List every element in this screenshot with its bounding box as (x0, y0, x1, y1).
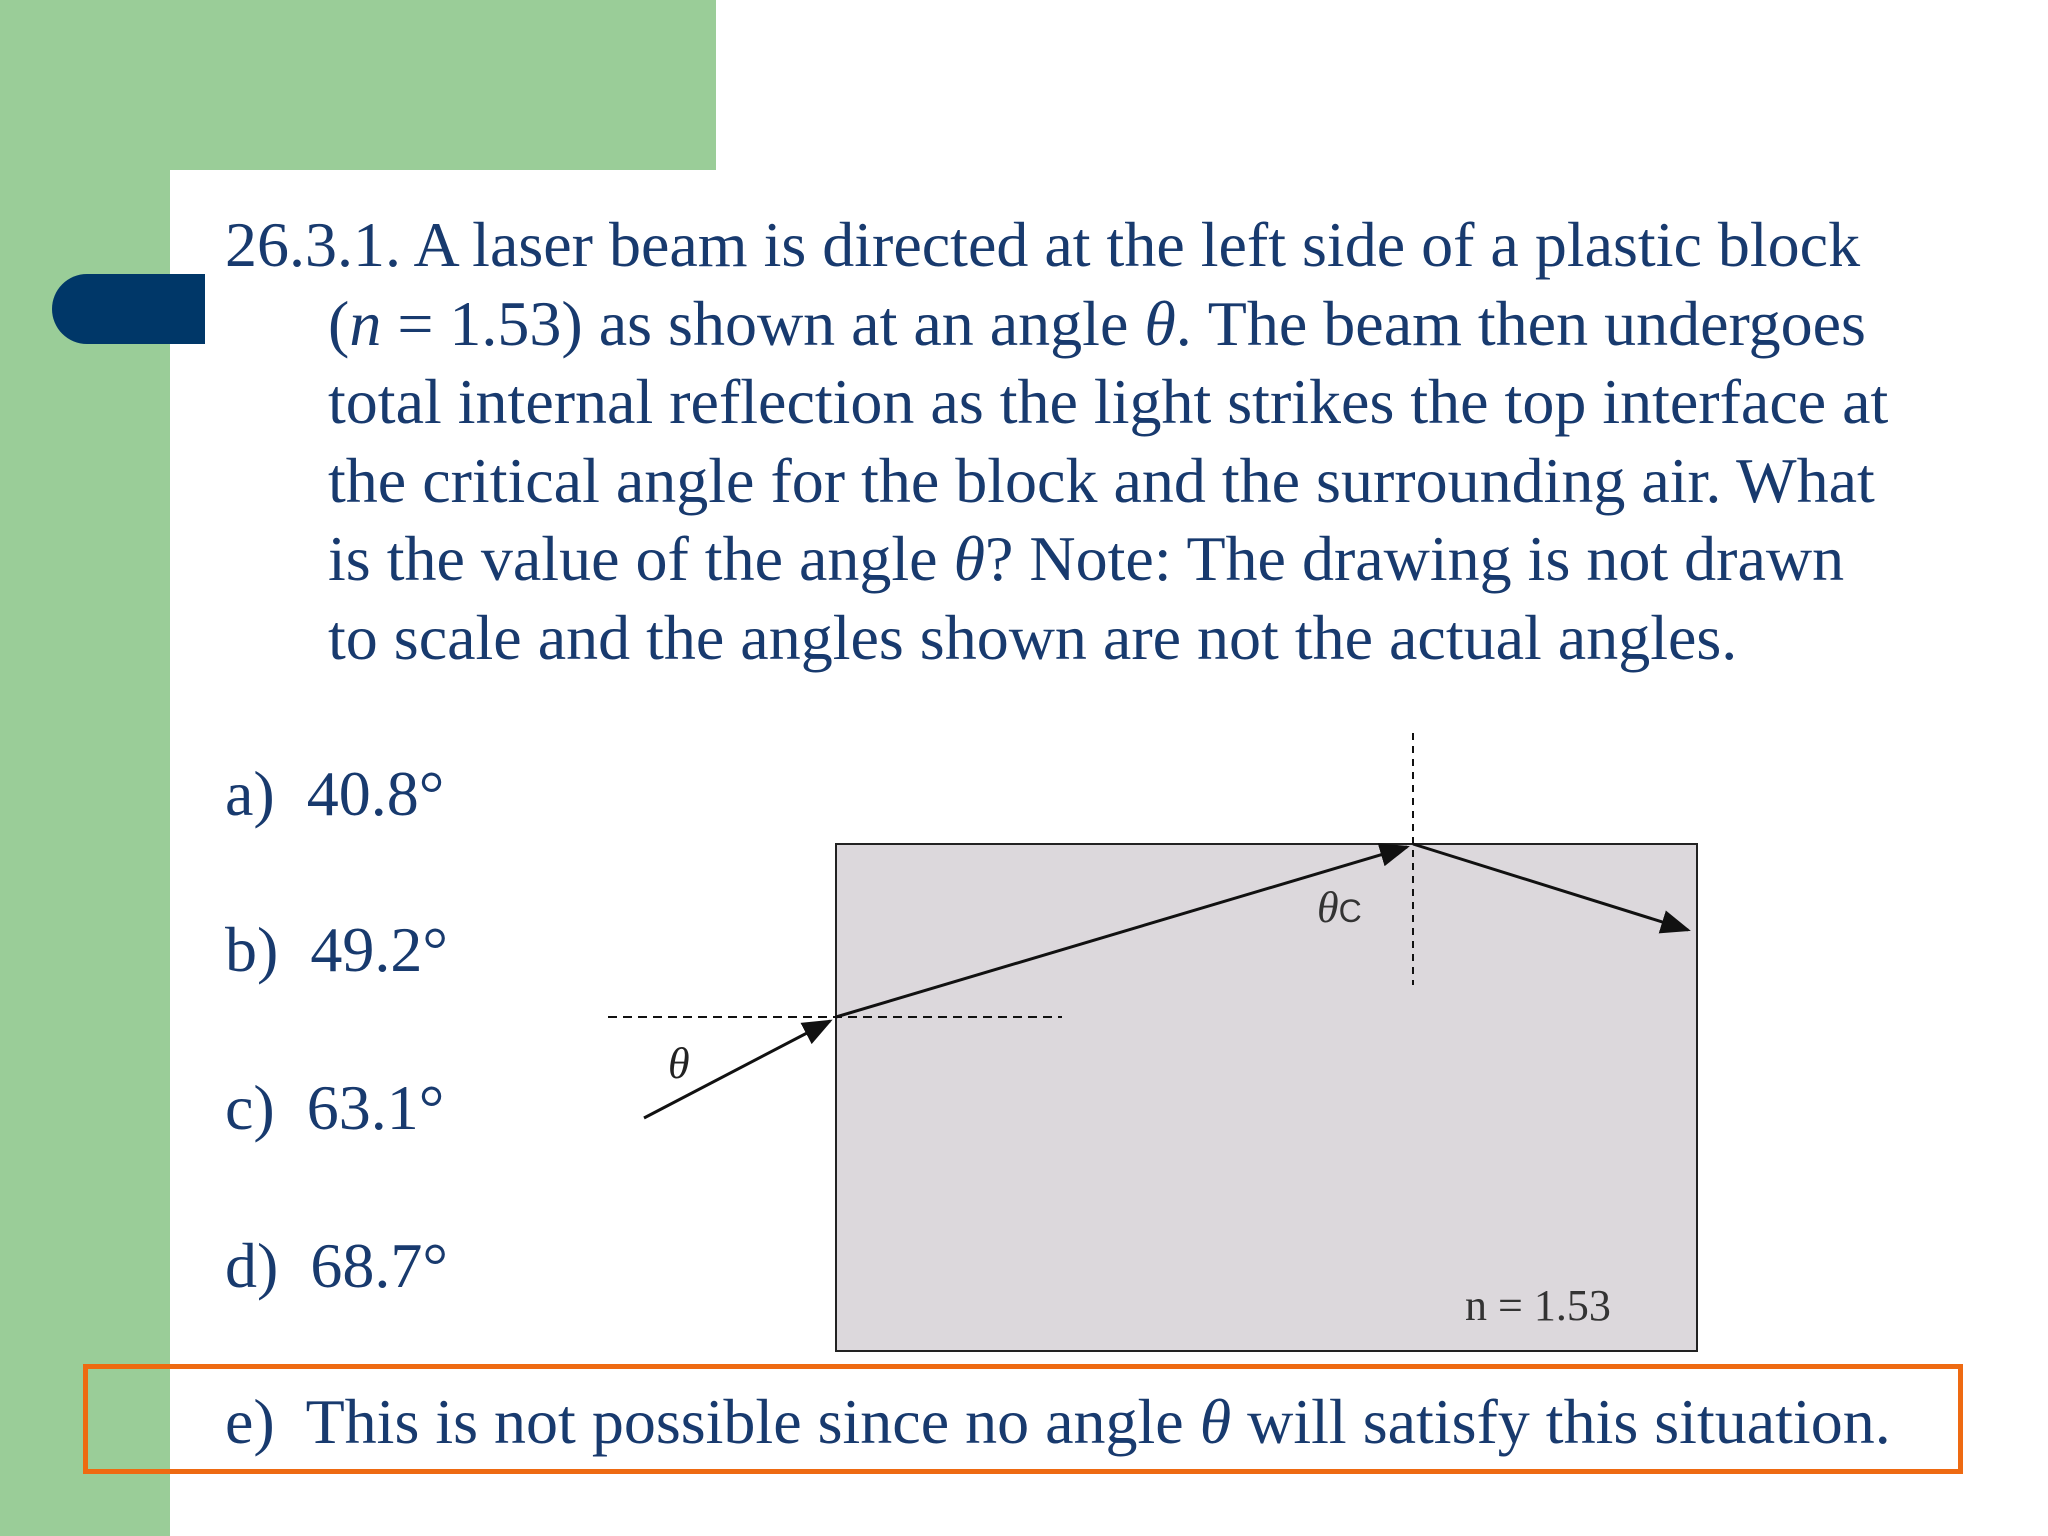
question-line-1: 26.3.1. A laser beam is directed at the left side of a plastic block (225, 209, 1861, 280)
question-line-3: total internal reflection as the light strikes the top interface at (328, 366, 1889, 437)
choice-b-text: 49.2° (310, 914, 448, 985)
choice-c-letter: c) (225, 1072, 275, 1143)
question-line-2: (n = 1.53) as shown at an angle θ. The beam then undergoes (328, 287, 1866, 359)
choice-e-text: This is not possible since no angle θ will satisfy this situation. (305, 1386, 1891, 1457)
critical-angle-symbol: θ (1317, 883, 1339, 932)
choice-e-letter: e) (225, 1386, 275, 1457)
index-label: n = 1.53 (1465, 1281, 1611, 1330)
critical-angle-subscript: C (1338, 893, 1362, 929)
choice-c-text: 63.1° (306, 1072, 445, 1143)
question-line-4: the critical angle for the block and the surrounding air. What (328, 444, 1875, 516)
choice-a-letter: a) (225, 758, 275, 829)
choice-d-letter: d) (225, 1230, 279, 1301)
question-line-5: is the value of the angle θ? Note: The drawing is not drawn (328, 523, 1845, 594)
plastic-block (836, 844, 1697, 1351)
choice-d-text: 68.7° (310, 1230, 448, 1301)
incident-angle-label: θ (668, 1039, 690, 1088)
question-line-6: to scale and the angles shown are not the actual angles. (328, 601, 1738, 673)
choice-b-letter: b) (225, 914, 279, 985)
choice-a-text: 40.8° (306, 758, 445, 829)
